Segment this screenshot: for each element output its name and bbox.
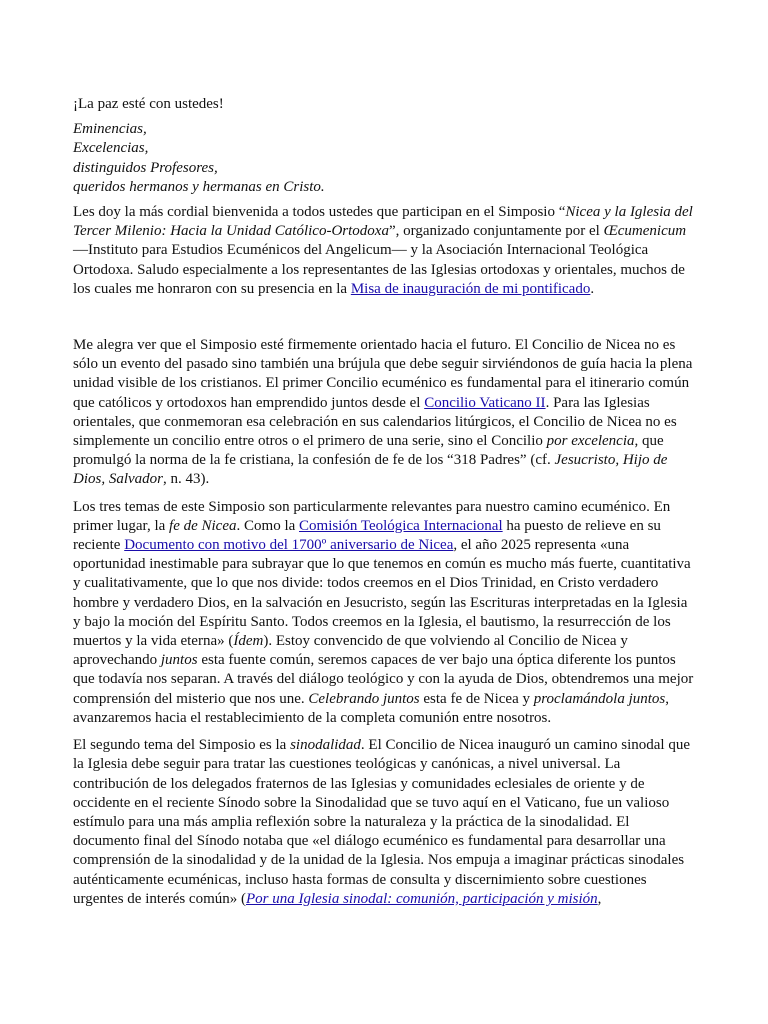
emphasis: por excelencia [546, 433, 635, 450]
text: —Instituto para Estudios Ecuménicos del Angelicum— y la Asociación Internacional Teológica Ortodoxa. Saludo especialmente a los representantes de las Iglesias ortodoxas y orientales, muchos de los cuales me honraron con su presencia en la [73, 242, 685, 297]
emphasis: proclamándola juntos [533, 690, 666, 707]
text: Les doy la más cordial bienvenida a todos ustedes que participan en el Simposio “ [73, 204, 566, 221]
link-documento-1700-aniversario[interactable]: Documento con motivo del 1700º aniversario de Nicea [124, 537, 454, 554]
text: , el año 2025 representa «una oportunidad inestimable para subrayar que lo que tenemos en común es mucho más fuerte, cuantitativa y cualitativamente, que lo que nos divide: todos creemos en el Dios Trinidad, en Cristo verdadero hombre y verdadero Dios, en la salvación en Jesucristo, según las Escrituras interpretadas en la Iglesia y bajo la moción del Espíritu Santo. Todos creemos en la Iglesia, el bautismo, la resurrección de los muertos y la vida eterna» ( [73, 537, 691, 650]
text: , n. 43). [163, 471, 210, 488]
text: , que promulgó la norma de la fe cristiana, la confesión de fe de los “318 Padres” (cf. [73, 433, 664, 469]
link-concilio-vaticano-ii[interactable]: Concilio Vaticano II [424, 394, 546, 411]
text: Los tres temas de este Simposio son particularmente relevantes para nuestro camino ecuménico. En primer lugar, la [73, 498, 671, 534]
text: . El Concilio de Nicea inauguró un camino sinodal que la Iglesia debe seguir para tratar las cuestiones teológicas y canónicas, a nivel universal. La contribución de los delegados fraternos de las Iglesias y comunidades eclesiales de oriente y de occidente en el reciente Sínodo sobre la Sinodalidad que se tuvo aquí en el Vaticano, fue un valioso estímulo para una más amplia reflexión sobre la naturaleza y la práctica de la sinodalidad. El documento final del Sínodo notaba que «el diálogo ecuménico es fundamental para desarrollar una comprensión de la sinodalidad y de la unidad de la Iglesia. Nos empuja a imaginar prácticas sinodales auténticamente ecuménicas, incluso hasta formas de consulta y discernimiento sobre cuestiones urgentes de interés común» ( [73, 737, 690, 907]
document-body [73, 95, 698, 917]
text: esta fuente común, seremos capaces de ver bajo una óptica diferente los puntos que todavía nos separan. A través del diálogo teológico y con la ayuda de Dios, obtendremos una mejor comprensión del misterio que nos une. [73, 652, 694, 707]
text: , avanzaremos hacia el restablecimiento de la completa comunión entre nosotros. [73, 690, 670, 726]
link-misa-inauguracion[interactable]: Misa de inauguración de mi pontificado [350, 280, 591, 297]
greeting: ¡La paz esté con ustedes! [73, 96, 224, 112]
link-iglesia-sinodal[interactable]: Por una Iglesia sinodal: comunión, participación y misión [246, 890, 598, 907]
text: El segundo tema del Simposio es la [73, 737, 291, 754]
text: , [597, 890, 602, 907]
emphasis: Celebrando juntos [308, 690, 420, 707]
text: . [590, 280, 595, 297]
emphasis: fe de Nicea [169, 517, 237, 534]
paragraph-three-themes [73, 498, 698, 728]
text: . Como la [236, 517, 300, 534]
salutation-line: queridos hermanos y hermanas en Cristo. [73, 178, 325, 195]
text: esta fe de Nicea y [419, 690, 534, 707]
paragraph-sinodalidad [73, 736, 698, 909]
salutation-line: Eminencias, [73, 121, 147, 138]
text: ). Estoy convencido de que volviendo al Concilio de Nicea y aprovechando [73, 633, 628, 669]
citation-title: Jesucristo, Hijo de Dios, Salvador [73, 452, 668, 488]
text: ha puesto de relieve en su reciente [73, 517, 661, 554]
emphasis: Ídem [233, 633, 264, 650]
emphasis: juntos [160, 652, 198, 669]
paragraph-nicea-future [73, 336, 698, 490]
text: ”, organizado conjuntamente por el [388, 223, 604, 240]
emphasis: sinodalidad [290, 737, 361, 754]
text: Me alegra ver que el Simposio esté firmemente orientado hacia el futuro. El Concilio de Nicea no es sólo un evento del pasado sino también una brújula que debe seguir sirviéndonos de guía hacia la plena unidad visible de los cristianos. El primer Concilio ecuménico es fundamental para el itinerario común que católicos y ortodoxos han emprendido juntos desde el [73, 337, 693, 411]
link-comision-teologica[interactable]: Comisión Teológica Internacional [299, 517, 503, 534]
oecumenicum-name: Œcumenicum [603, 223, 687, 240]
symposium-title: Nicea y la Iglesia del Tercer Milenio: Hacia la Unidad Católico-Ortodoxa [73, 204, 693, 240]
salutation-line: distinguidos Profesores, [73, 159, 218, 176]
paragraph-welcome [73, 203, 698, 299]
salutation-line: Excelencias, [73, 140, 149, 157]
salutation [73, 120, 698, 197]
text: . Para las Iglesias orientales, que conmemoran esa celebración en sus calendarios litúrgicos, el Concilio de Nicea no es simplemente un concilio entre otros o el primero de una serie, sino el Concilio [73, 394, 677, 450]
